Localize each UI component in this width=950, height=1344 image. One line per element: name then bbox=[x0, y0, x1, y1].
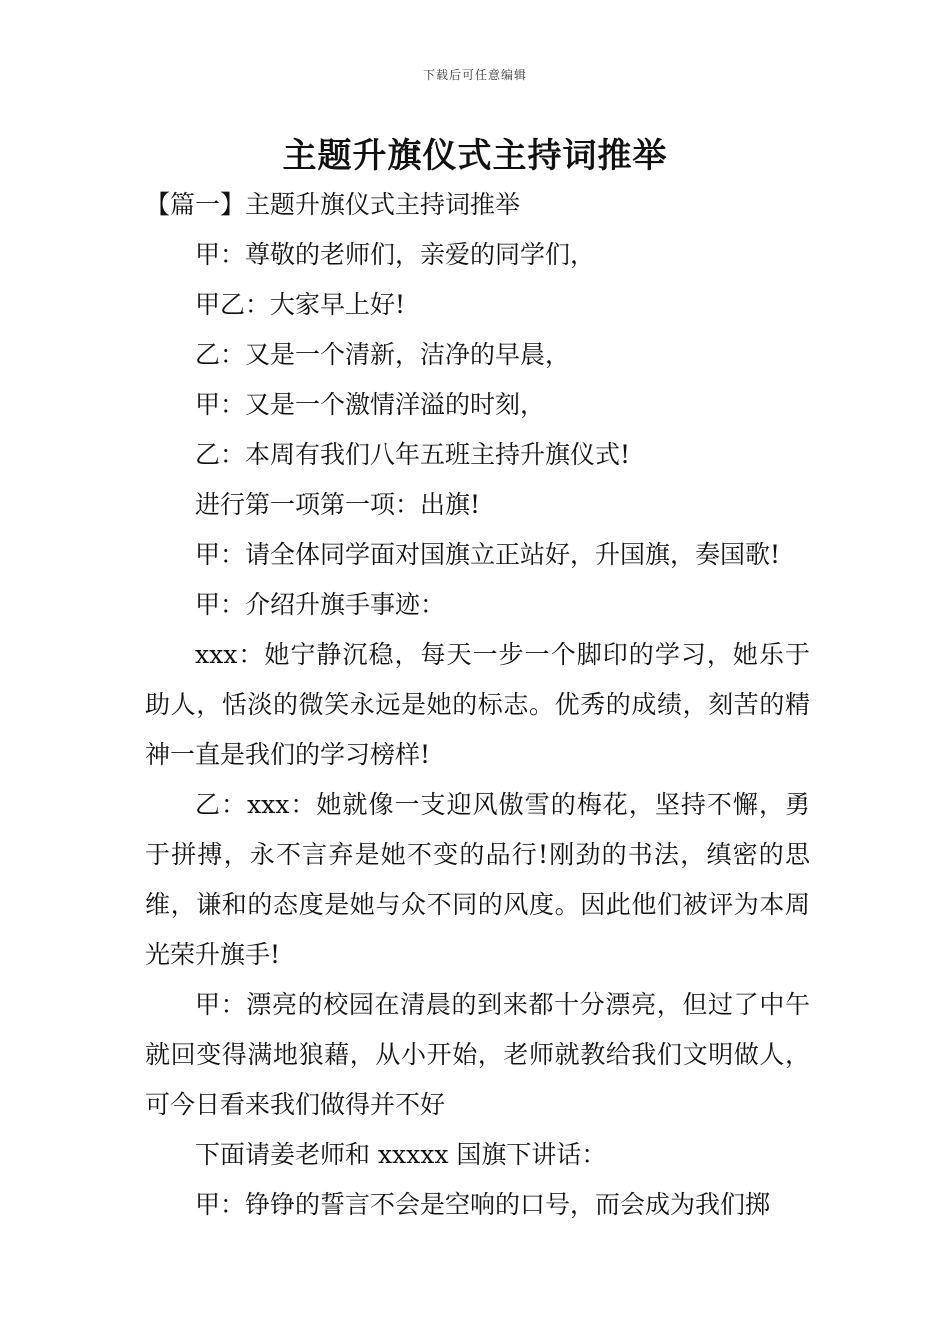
paragraph: 乙：本周有我们八年五班主持升旗仪式! bbox=[195, 440, 631, 469]
paragraph: 乙：xxx：她就像一支迎风傲雪的梅花，坚持不懈，勇于拼搏，永不言弃是她不变的品行!刚劲的书法，缜密的思维，谦和的态度是她与众不同的风度。因此他们被评为本周光荣升旗手! bbox=[145, 790, 810, 969]
document-title: 主题升旗仪式主持词推举 bbox=[282, 136, 668, 176]
section-heading: 【篇一】主题升旗仪式主持词推举 bbox=[145, 190, 521, 219]
paragraph: xxx：她宁静沉稳，每天一步一个脚印的学习，她乐于助人，恬淡的微笑永远是她的标志。优秀的成绩，刻苦的精神一直是我们的学习榜样! bbox=[145, 640, 810, 769]
paragraph: 甲：尊敬的老师们，亲爱的同学们， bbox=[195, 240, 596, 269]
paragraph: 乙：又是一个清新，洁净的早晨， bbox=[195, 340, 571, 369]
paragraph: 下面请姜老师和 xxxxx 国旗下讲话： bbox=[195, 1140, 607, 1169]
paragraph: 甲：请全体同学面对国旗立正站好，升国旗，奏国歌! bbox=[195, 540, 781, 569]
paragraph: 甲：又是一个激情洋溢的时刻， bbox=[195, 390, 546, 419]
document-body bbox=[145, 180, 810, 1230]
header-note: 下载后可任意编辑 bbox=[422, 68, 527, 82]
paragraph: 甲：漂亮的校园在清晨的到来都十分漂亮，但过了中午就回变得满地狼藉，从小开始，老师就教给我们文明做人，可今日看来我们做得并不好 bbox=[145, 990, 810, 1119]
paragraph: 甲：介绍升旗手事迹： bbox=[195, 590, 446, 619]
paragraph: 进行第一项第一项：出旗! bbox=[195, 490, 481, 519]
paragraph: 甲乙：大家早上好! bbox=[195, 290, 406, 319]
paragraph: 甲：铮铮的誓言不会是空响的口号，而会成为我们掷 bbox=[195, 1190, 771, 1219]
